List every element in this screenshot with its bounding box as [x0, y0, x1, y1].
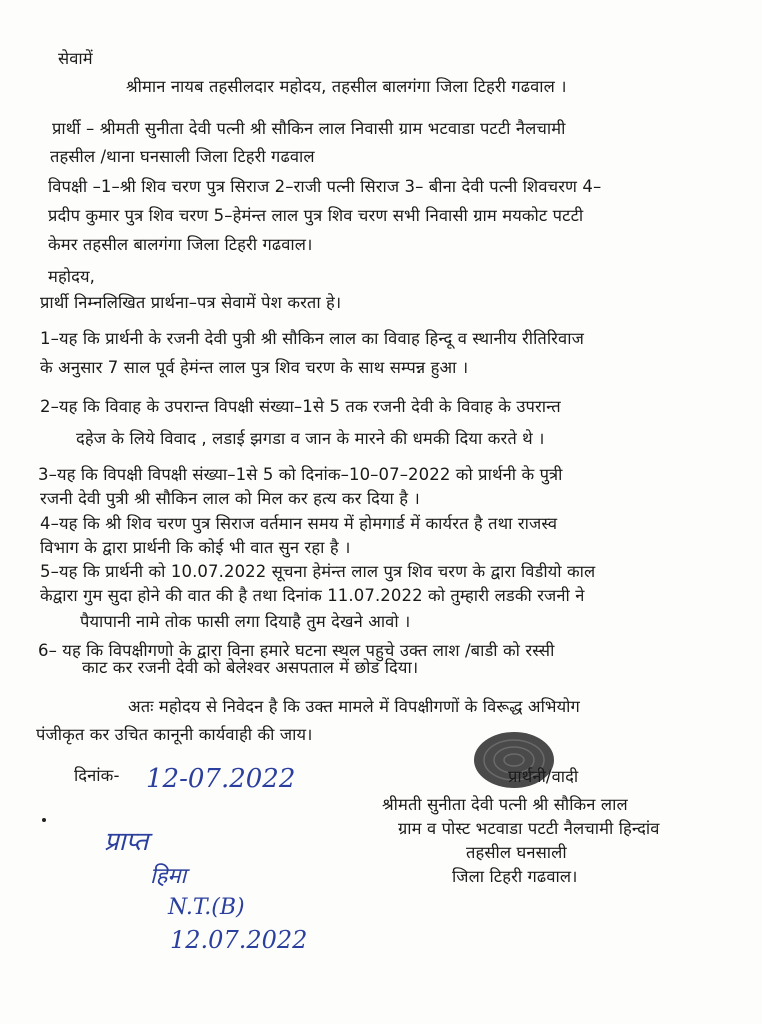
prayer-line-2: पंजीकृत कर उचित कानूनी कार्यवाही की जाय।	[36, 725, 313, 744]
signatory-address-1: ग्राम व पोस्ट भटवाडा पटटी नैलचामी हिन्दांव	[398, 819, 660, 838]
received-mark: प्राप्त	[104, 827, 149, 857]
para-2-line-1: 2–यह कि विवाह के उपरान्त विपक्षी संख्या–1से 5 तक रजनी देवी के विवाह के उपरान्त	[40, 397, 561, 416]
applicant-line-1: प्रार्थी – श्रीमती सुनीता देवी पत्नी श्री सौकिन लाल निवासी ग्राम भटवाडा पटटी नैलचामी	[52, 119, 566, 138]
opponent-line-3: केमर तहसील बालगंगा जिला टिहरी गढवाल।	[48, 235, 313, 254]
para-2-line-2: दहेज के लिये विवाद , लडाई झगडा व जान के मारने की धमकी दिया करते थे ।	[76, 429, 545, 448]
para-5-line-1: 5–यह कि प्रार्थनी को 10.07.2022 सूचना हेमंन्त लाल पुत्र शिव चरण के द्वारा विडीयो काल	[40, 562, 596, 581]
para-4-line-2: विभाग के द्वारा प्रार्थनी कि कोई भी वात सुन रहा है ।	[40, 538, 351, 557]
para-5-line-2: केद्वारा गुम सुदा होने की वात की है तथा दिनांक 11.07.2022 को तुम्हारी लडकी रजनी ने	[40, 586, 585, 605]
endorsement-date: 12.07.2022	[170, 926, 308, 954]
para-4-line-1: 4–यह कि श्री शिव चरण पुत्र सिराज वर्तमान समय में होमगार्ड में कार्यरत है तथा राजस्व	[40, 514, 558, 533]
office-code: N.T.(B)	[168, 895, 245, 920]
applicant-line-2: तहसील /थाना घनसाली जिला टिहरी गढवाल	[50, 147, 315, 166]
para-6-line-1: 6– यह कि विपक्षीगणो के द्वारा विना हमारे घटना स्थल पहुचे उक्त लाश /बाडी को रस्सी	[38, 641, 555, 660]
para-6-line-2: काट कर रजनी देवी को बेलेश्वर असपताल में छोड दिया।	[82, 658, 419, 677]
date-label: दिनांक-	[74, 766, 120, 785]
signatory-address-3: जिला टिहरी गढवाल।	[452, 867, 578, 886]
para-3-line-2: रजनी देवी पुत्री श्री सौकिन लाल को मिल कर हत्य कर दिया है ।	[40, 489, 420, 508]
ink-dot	[42, 818, 46, 822]
recipient-line: श्रीमान नायब तहसीलदार महोदय, तहसील बालगंगा जिला टिहरी गढवाल ।	[126, 77, 567, 96]
intro-line: प्रार्थी निम्नलिखित प्रार्थना–पत्र सेवामें पेश करता हे।	[40, 293, 342, 312]
para-1-line-1: 1–यह कि प्रार्थनी के रजनी देवी पुत्री श्री सौकिन लाल का विवाह हिन्दू व स्थानीय रीतिरिवाज	[40, 329, 584, 348]
signatory-address-2: तहसील घनसाली	[466, 843, 567, 862]
para-1-line-2: के अनुसार 7 साल पूर्व हेमंन्त लाल पुत्र शिव चरण के साथ सम्पन्न हुआ ।	[40, 358, 469, 377]
para-3-line-1: 3–यह कि विपक्षी विपक्षी संख्या–1से 5 को दिनांक–10–07–2022 को प्रार्थनी के पुत्री	[38, 465, 563, 484]
official-signature: हिमा	[150, 864, 187, 889]
para-5-line-3: पैयापानी नामे तोक फासी लगा दियाहै तुम देखने आवो ।	[80, 612, 411, 631]
greeting: महोदय,	[48, 267, 95, 286]
opponent-line-1: विपक्षी –1–श्री शिव चरण पुत्र सिराज 2–राजी पत्नी सिराज 3– बीना देवी पत्नी शिवचरण 4–	[48, 177, 602, 196]
signatory-role: प्रार्थनी/वादी	[508, 767, 579, 786]
date-handwritten: 12-07.2022	[146, 764, 296, 794]
signatory-name: श्रीमती सुनीता देवी पत्नी श्री सौकिन लाल	[382, 795, 628, 814]
opponent-line-2: प्रदीप कुमार पुत्र शिव चरण 5–हेमंन्त लाल पुत्र शिव चरण सभी निवासी ग्राम मयकोट पटटी	[48, 206, 584, 225]
prayer-line-1: अतः महोदय से निवेदन है कि उक्त मामले में विपक्षीगणों के विरूद्ध अभियोग	[128, 697, 580, 716]
salutation-to: सेवामें	[58, 49, 93, 68]
